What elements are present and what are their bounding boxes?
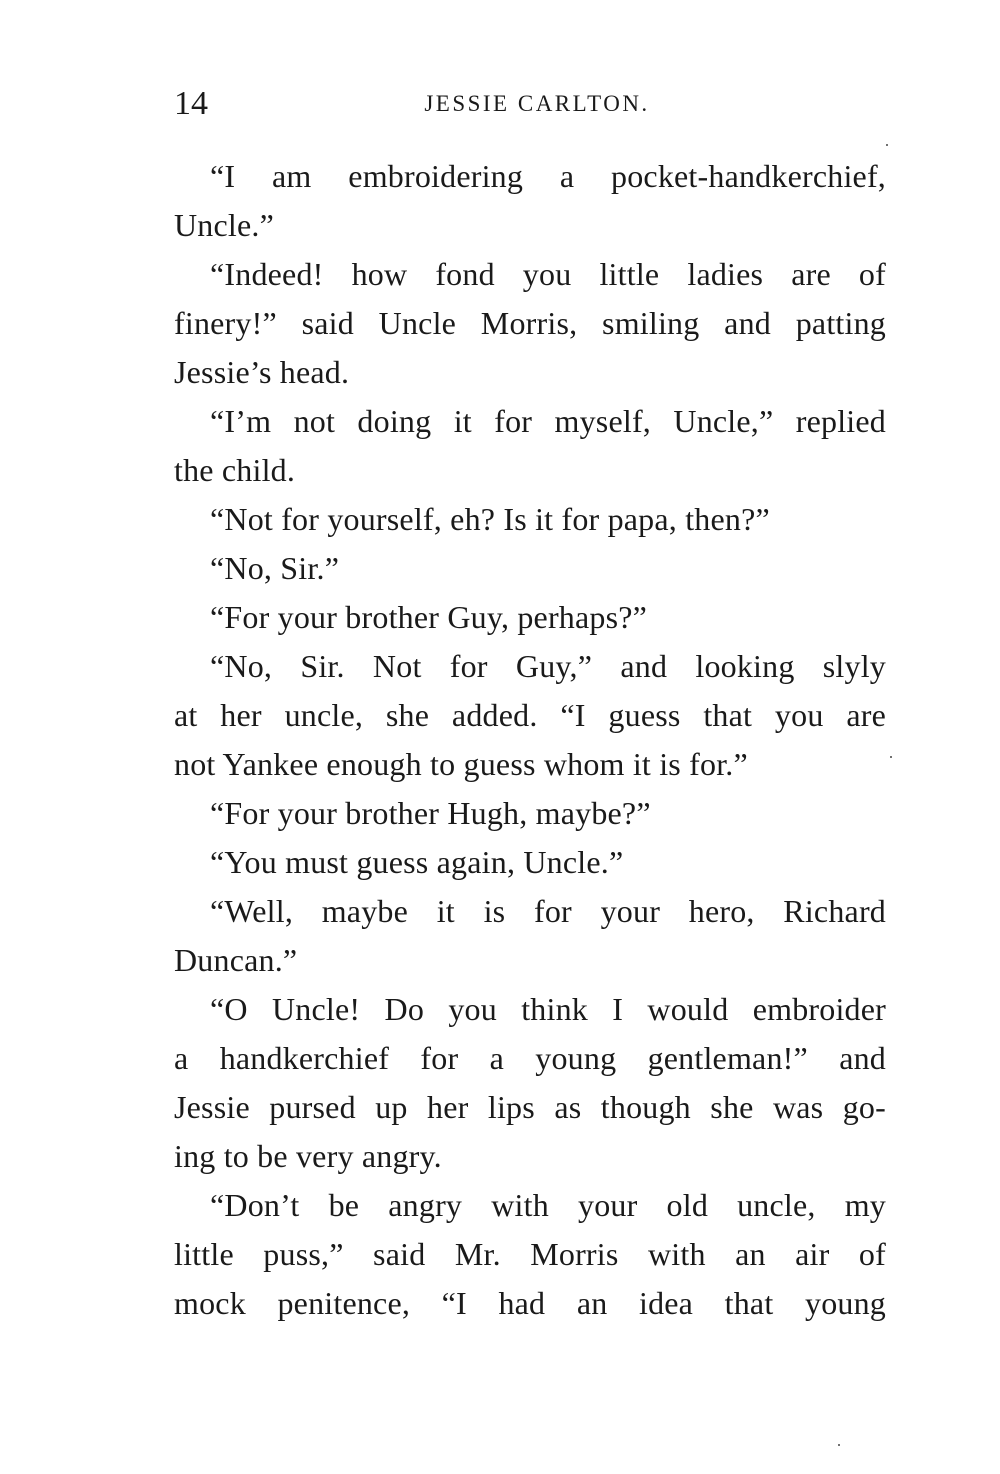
text-line: “No, Sir. Not for Guy,” and looking slyly bbox=[210, 648, 886, 684]
scan-speck bbox=[838, 1444, 840, 1446]
running-title: JESSIE CARLTON. bbox=[424, 91, 650, 116]
text-line: “You must guess again, Uncle.” bbox=[210, 844, 624, 880]
page-number: 14 bbox=[174, 85, 208, 122]
text-line: Jessie’s head. bbox=[174, 354, 350, 390]
text-line: ing to be very angry. bbox=[174, 1138, 442, 1174]
body-text bbox=[174, 152, 886, 1328]
text-line: mock penitence, “I had an idea that young bbox=[174, 1285, 886, 1321]
running-head bbox=[174, 82, 888, 126]
text-line: not Yankee enough to guess whom it is for.” bbox=[174, 746, 748, 782]
text-line: “No, Sir.” bbox=[210, 550, 340, 586]
text-line: little puss,” said Mr. Morris with an air of bbox=[174, 1236, 886, 1272]
text-line: “I’m not doing it for myself, Uncle,” replied bbox=[210, 403, 886, 439]
text-line: the child. bbox=[174, 452, 296, 488]
text-line: “O Uncle! Do you think I would embroider bbox=[210, 991, 886, 1027]
text-line: “For your brother Guy, perhaps?” bbox=[210, 599, 648, 635]
text-line: Uncle.” bbox=[174, 207, 275, 243]
text-line: “I am embroidering a pocket-handkerchief, bbox=[210, 158, 886, 194]
text-line: Duncan.” bbox=[174, 942, 298, 978]
text-line: finery!” said Uncle Morris, smiling and patting bbox=[174, 305, 886, 341]
text-line: “For your brother Hugh, maybe?” bbox=[210, 795, 651, 831]
text-line: a handkerchief for a young gentleman!” and bbox=[174, 1040, 886, 1076]
text-line: Jessie pursed up her lips as though she was go- bbox=[174, 1089, 886, 1125]
scan-speck bbox=[890, 756, 892, 758]
scan-speck bbox=[886, 144, 888, 146]
text-line: “Don’t be angry with your old uncle, my bbox=[210, 1187, 886, 1223]
text-line: “Not for yourself, eh? Is it for papa, then?” bbox=[210, 501, 770, 537]
text-line: “Indeed! how fond you little ladies are of bbox=[210, 256, 886, 292]
text-line: at her uncle, she added. “I guess that you are bbox=[174, 697, 886, 733]
text-line: “Well, maybe it is for your hero, Richard bbox=[210, 893, 886, 929]
